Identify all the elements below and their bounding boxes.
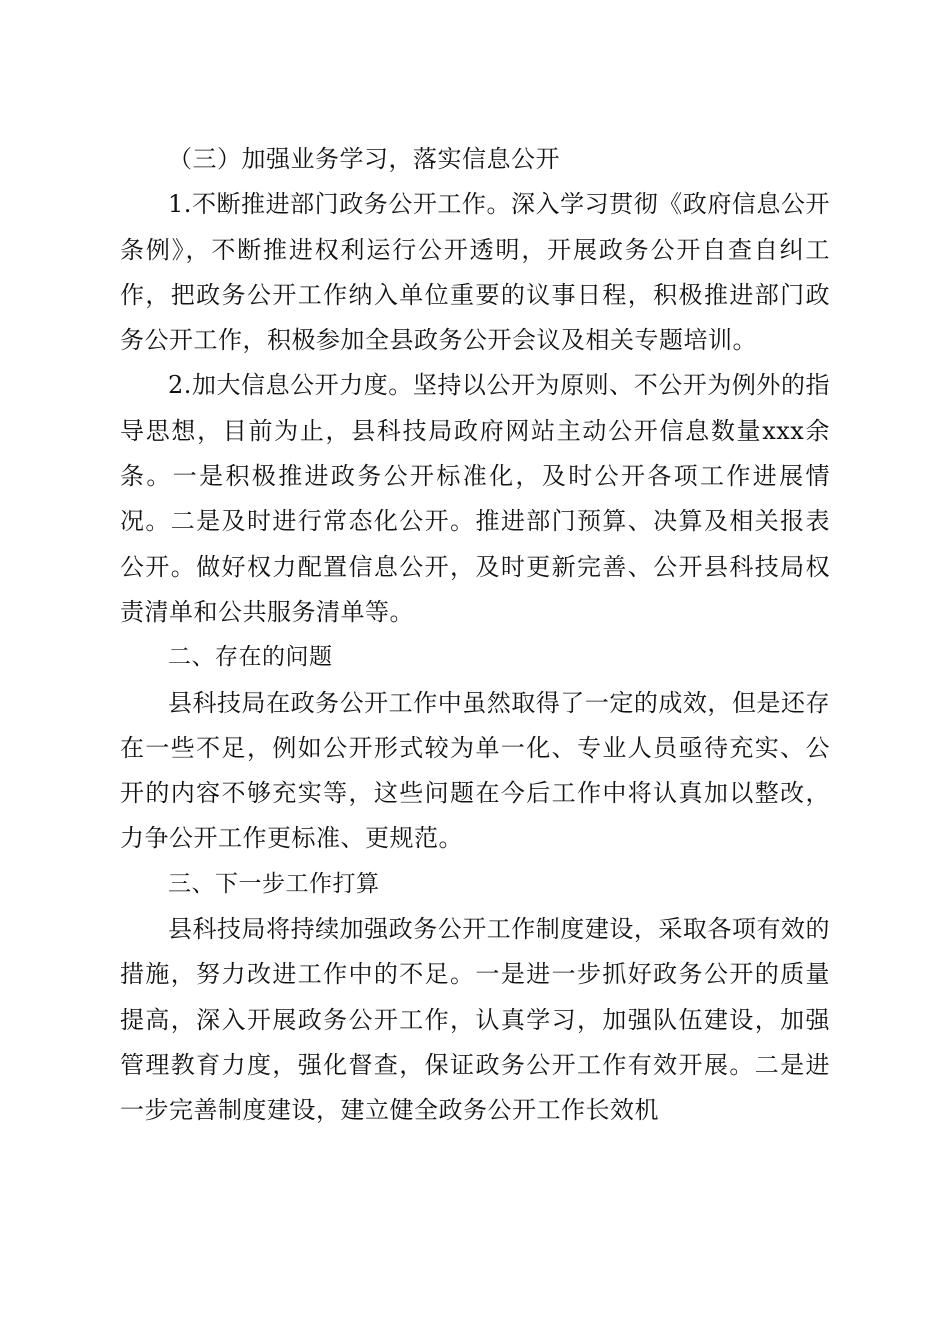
paragraph-info-disclosure-effort: 2.加大信息公开力度。坚持以公开为原则、不公开为例外的指导思想，目前为止，县科技局政府网站主动公开信息数量xxx余条。一是积极推进政务公开标准化，及时公开各项工作进展情况。二是及时进行常态化公开。推进部门预算、决算及相关报表公开。做好权力配置信息公开，及时更新完善、公开县科技局权责清单和公共服务清单等。 <box>120 371 830 626</box>
paragraph-problems: 县科技局在政务公开工作中虽然取得了一定的成效，但是还存在一些不足，例如公开形式较为单一化、专业人员亟待充实、公开的内容不够充实等，这些问题在今后工作中将认真加以整改，力争公开工作更标准、更规范。 <box>120 688 830 853</box>
section-heading-problems: 二、存在的问题 <box>168 644 333 671</box>
section-heading-next-steps: 三、下一步工作打算 <box>168 870 380 897</box>
document-page <box>120 137 830 1134</box>
paragraph-promote-gov-affairs: 1.不断推进部门政务公开工作。深入学习贯彻《政府信息公开条例》，不断推进权利运行公开透明，开展政务公开自查自纠工作，把政务公开工作纳入单位重要的议事日程，积极推进部门政务公开工作，积极参加全县政务公开会议及相关专题培训。 <box>120 190 830 355</box>
paragraph-next-steps: 县科技局将持续加强政务公开工作制度建设，采取各项有效的措施，努力改进工作中的不足。一是进一步抓好政务公开的质量提高，深入开展政务公开工作，认真学习，加强队伍建设，加强管理教育力度，强化督查，保证政务公开工作有效开展。二是进一步完善制度建设，建立健全政务公开工作长效机 <box>120 915 830 1125</box>
section-heading-info-disclosure: （三）加强业务学习，落实信息公开 <box>168 145 560 173</box>
